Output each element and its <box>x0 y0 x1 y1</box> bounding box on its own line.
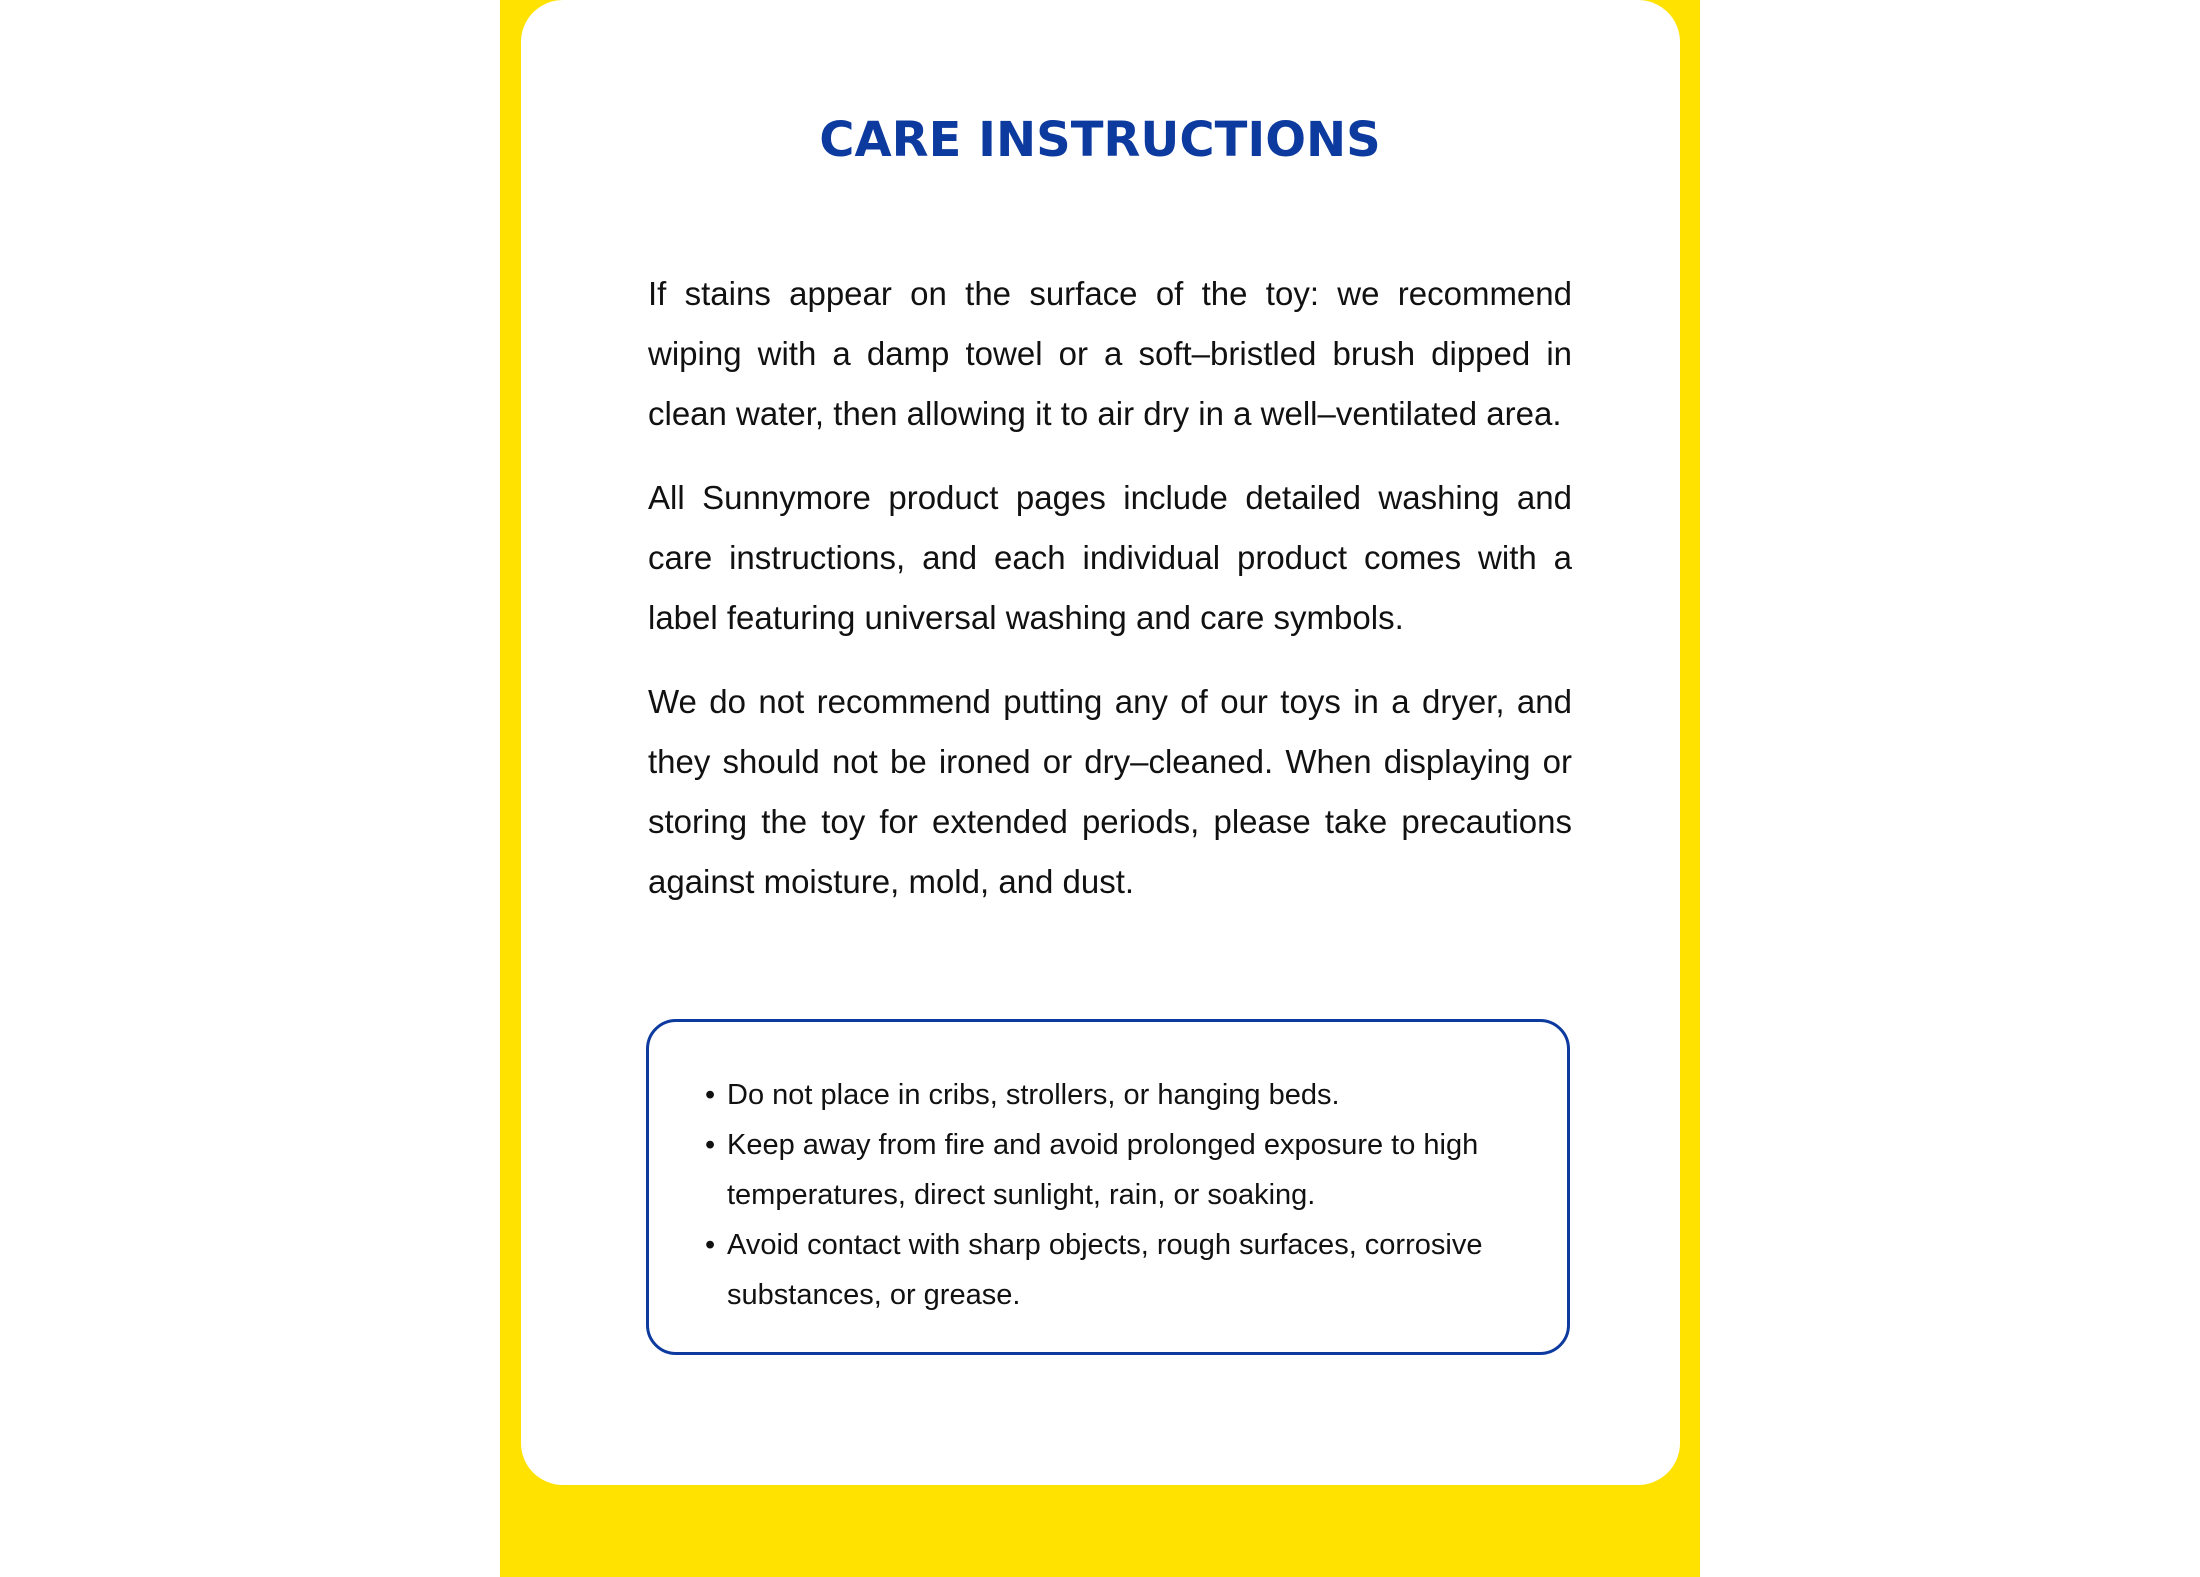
bullet-icon: • <box>705 1079 716 1111</box>
list-item <box>707 1120 1537 1220</box>
paragraph-stains: If stains appear on the surface of the toy: we recommend wiping with a damp towel or a soft–bristled brush dipped in clean water, then allowing it to air dry in a well–ventilated area. <box>648 275 1572 432</box>
bullet-icon: • <box>705 1129 716 1161</box>
care-text <box>648 264 1572 936</box>
page-title: CARE INSTRUCTIONS <box>819 112 1381 168</box>
bullet-icon: • <box>705 1229 716 1261</box>
list-item <box>707 1220 1537 1320</box>
paragraph-dryer: We do not recommend putting any of our toys in a dryer, and they should not be ironed or dry–cleaned. When displaying or storing the toy for extended periods, please take precautions against moisture, mold, and dust. <box>648 683 1572 900</box>
safety-notice-list <box>707 1070 1537 1320</box>
notice-text: Avoid contact with sharp objects, rough surfaces, corrosive substances, or grease. <box>727 1229 1483 1311</box>
paragraph-product-pages: All Sunnymore product pages include detailed washing and care instructions, and each individual product comes with a label featuring universal washing and care symbols. <box>648 479 1572 636</box>
notice-text: Keep away from fire and avoid prolonged exposure to high temperatures, direct sunlight, rain, or soaking. <box>727 1129 1479 1211</box>
notice-text: Do not place in cribs, strollers, or hanging beds. <box>727 1079 1340 1111</box>
safety-notice-box <box>646 1019 1570 1355</box>
list-item <box>707 1070 1537 1120</box>
